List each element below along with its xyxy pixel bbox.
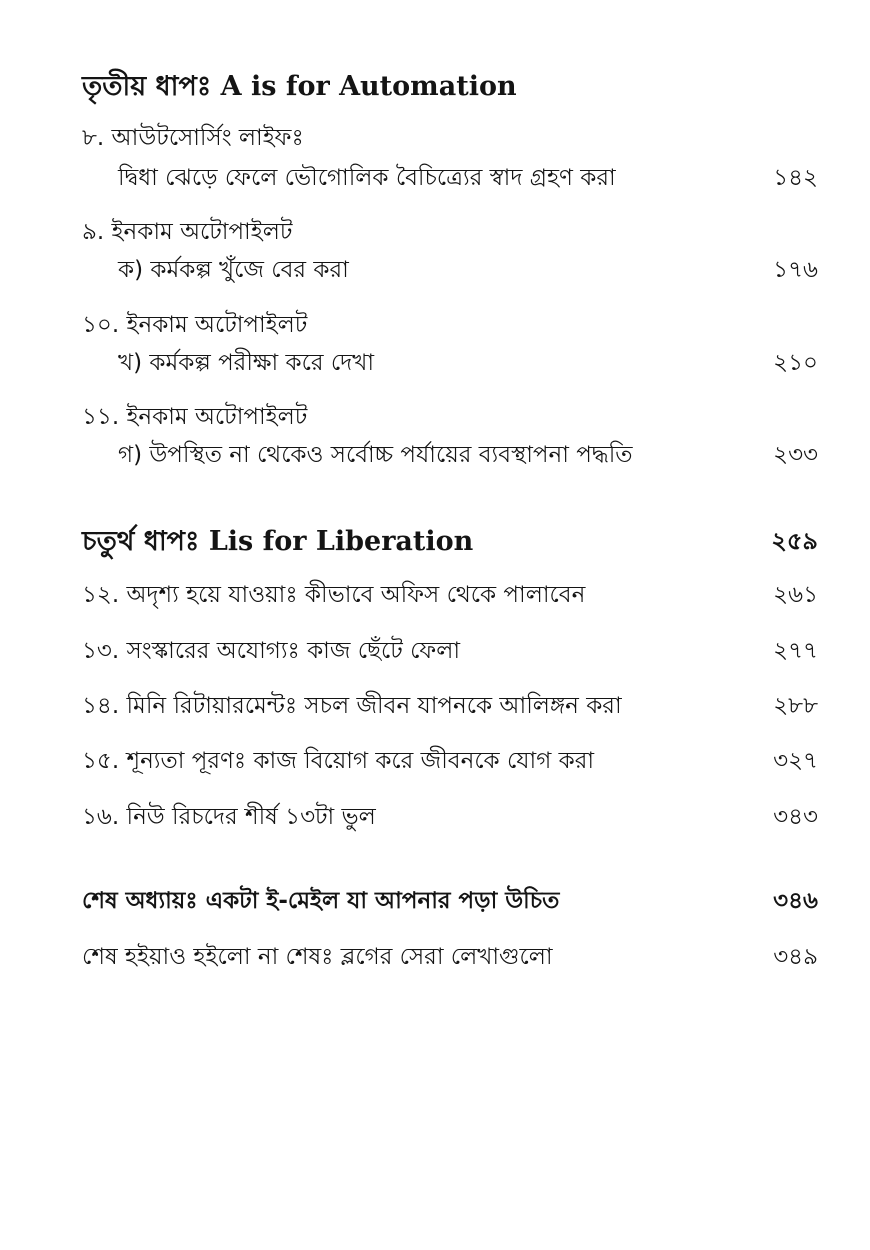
- ch11-subtitle: গ) উপস্থিত না থেকেও সর্বোচ্চ পর্যায়ের ব্যবস্থাপনা পদ্ধতি: [118, 442, 633, 468]
- ch11-title: ১১. ইনকাম অটোপাইলট: [82, 404, 308, 430]
- ch16-title: ১৬. নিউ রিচদের শীর্ষ ১৩টা ভুল: [82, 804, 376, 830]
- ch11-page: ২৩৩: [773, 442, 818, 468]
- appendix-entry: [82, 941, 818, 973]
- ch14-page: ২৮৮: [773, 693, 818, 719]
- ch9-subtitle: ক) কর্মকল্প খুঁজে বের করা: [118, 257, 349, 283]
- ch12-title: ১২. অদৃশ্য হয়ে যাওয়াঃ কীভাবে অফিস থেকে পালাবেন: [82, 582, 586, 608]
- appendix-title: শেষ হইয়াও হইলো না শেষঃ ব্লগের সেরা লেখাগুলো: [82, 944, 553, 970]
- ch15-entry: [82, 745, 818, 777]
- ch13-title: ১৩. সংস্কারের অযোগ্যঃ কাজ ছেঁটে ফেলা: [82, 638, 461, 664]
- ch8-entry: [118, 162, 818, 194]
- ch8-title: ৮. আউটসোর্সিং লাইফঃ: [82, 125, 304, 151]
- ch8-page: ১৪২: [773, 165, 818, 191]
- ch9-title: ৯. ইনকাম অটোপাইলট: [82, 219, 293, 245]
- ch16-entry: [82, 801, 818, 833]
- ch15-page: ৩২৭: [773, 748, 818, 774]
- ch10-entry: [118, 347, 818, 379]
- part3-heading: [82, 66, 818, 111]
- ch8-subtitle: দ্বিধা ঝেড়ে ফেলে ভৌগোলিক বৈচিত্র্যের স্বাদ গ্রহণ করা: [118, 165, 616, 191]
- appendix-page: ৩৪৯: [773, 944, 818, 970]
- part3-title: A is for Automation: [220, 71, 517, 102]
- ch9-page: ১৭৬: [773, 257, 818, 283]
- ch13-entry: [82, 635, 818, 667]
- ch13-page: ২৭৭: [773, 638, 818, 664]
- part4-page: ২৫৯: [771, 527, 818, 555]
- ch15-title: ১৫. শূন্যতা পূরণঃ কাজ বিয়োগ করে জীবনকে যোগ করা: [82, 748, 595, 774]
- ch14-title: ১৪. মিনি রিটায়ারমেন্টঃ সচল জীবন যাপনকে আলিঙ্গন করা: [82, 693, 622, 719]
- ch9-entry: [118, 254, 818, 286]
- ch14-entry: [82, 690, 818, 722]
- part3-prefix: তৃতীয় ধাপঃ: [82, 71, 212, 102]
- ch12-page: ২৬১: [773, 582, 818, 608]
- ch12-entry: [82, 579, 818, 611]
- last-chapter-title: শেষ অধ্যায়ঃ একটা ই-মেইল যা আপনার পড়া উচিত: [82, 888, 560, 914]
- ch11-entry: [118, 439, 818, 471]
- last-chapter-page: ৩৪৬: [773, 888, 818, 914]
- ch10-subtitle: খ) কর্মকল্প পরীক্ষা করে দেখা: [118, 350, 375, 376]
- ch10-title: ১০. ইনকাম অটোপাইলট: [82, 312, 308, 338]
- ch16-page: ৩৪৩: [773, 804, 818, 830]
- ch10-page: ২১০: [773, 350, 818, 376]
- part4-heading: [82, 521, 818, 566]
- last-chapter-entry: [82, 885, 818, 917]
- part4-prefix: চতুর্থ ধাপঃ: [82, 526, 200, 557]
- part4-title: Lis for Liberation: [208, 526, 474, 557]
